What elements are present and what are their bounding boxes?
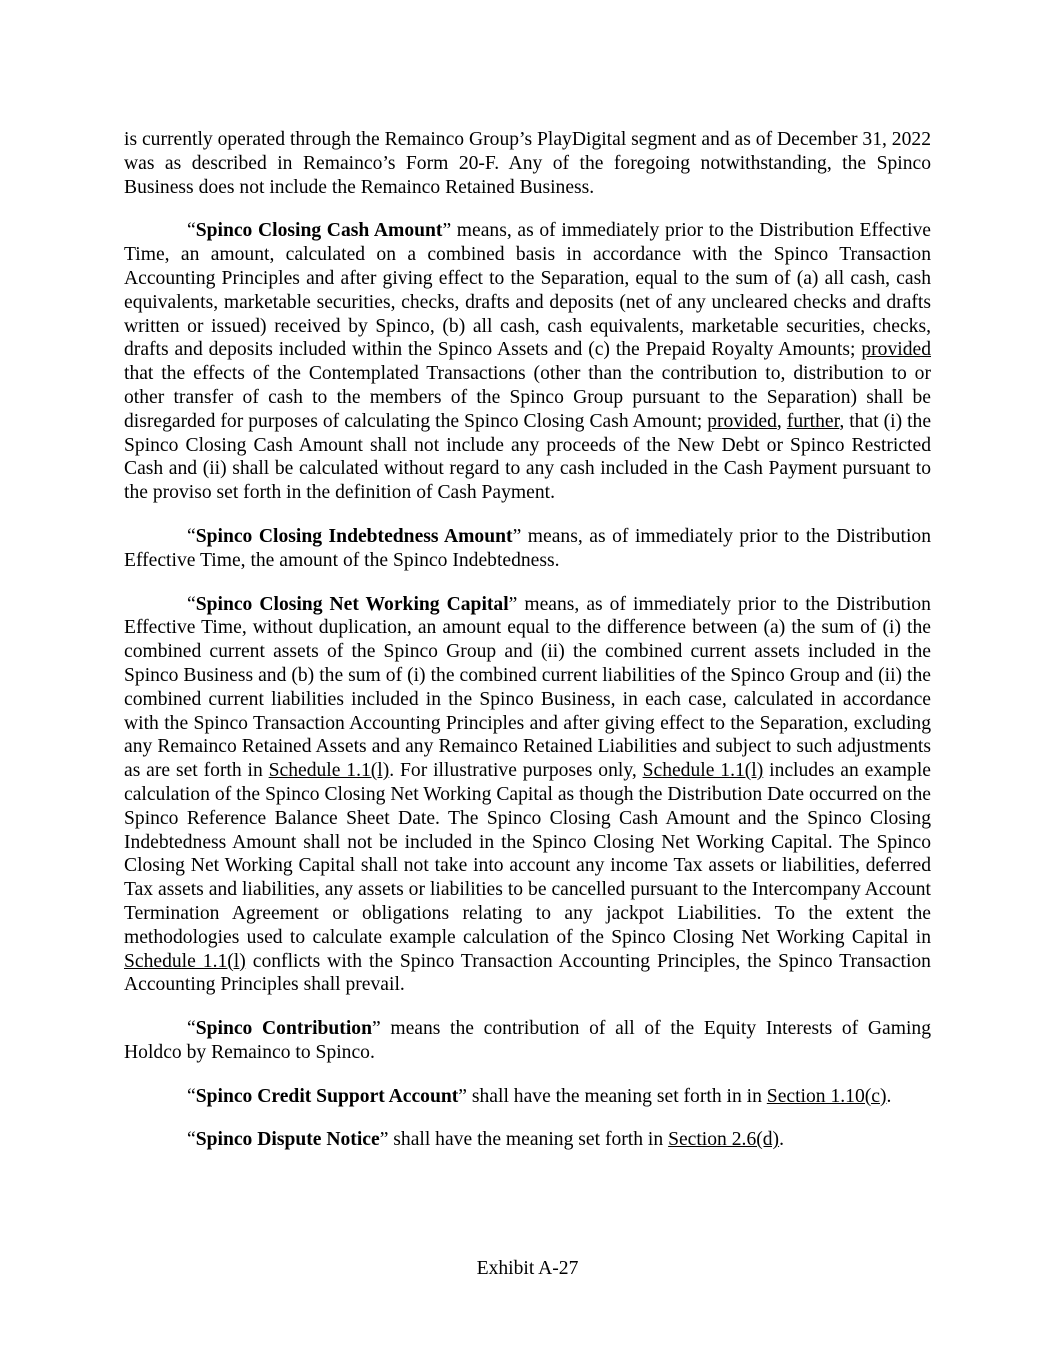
defined-term: Spinco Contribution — [195, 1018, 372, 1040]
definition-text: , — [776, 410, 787, 432]
definition-text: ” means, as of immediately prior to the Distribution Effective Time, the amount of the Spinco Indebtedness. — [124, 525, 931, 571]
definition-text: ” means the contribution of all of the Equity Interests of Gaming Holdco by Remainco to Spinco. — [124, 1018, 931, 1063]
definition-spinco-closing-indebtedness-amount — [124, 525, 931, 573]
definition-text: includes an example calculation of the Spinco Closing Net Working Capital as though the Distribution Date occurred on the Spinco Reference Balance Sheet Date. The Spinco Closing Cash Amount and the Spinco Closing Indebtedness Amount shall not be included in the Spinco Closing Net Working Capital. The Spinco Closing Net Working Capital shall not take into account any income Tax assets or liabilities, deferred Tax assets and liabilities, any assets or liabilities to be cancelled pursuant to the Intercompany Account Termination Agreement or obligations relating to any jackpot Liabilities. To the extent the methodologies used to calculate example calculation of the Spinco Closing Net Working Capital in — [124, 760, 931, 948]
definition-text: ” shall have the meaning set forth in in — [458, 1085, 767, 1107]
section-reference: Section 2.6(d) — [668, 1129, 780, 1151]
open-quote: “ — [187, 1018, 196, 1040]
open-quote: “ — [187, 525, 196, 547]
definition-spinco-dispute-notice — [124, 1128, 931, 1152]
definition-text: . For illustrative purposes only, — [389, 760, 643, 782]
paragraph-text: is currently operated through the Remainco Group’s PlayDigital segment and as of December 31, 2022 was as described in Remainco’s Form 20-F. Any of the foregoing notwithstanding, the Spinco Business does not include the Remainco Retained Business. — [124, 129, 931, 198]
page-footer: Exhibit A-27 — [476, 1258, 579, 1279]
open-quote: “ — [187, 593, 196, 615]
open-quote: “ — [187, 1085, 196, 1107]
definition-text: . — [779, 1129, 784, 1151]
schedule-reference: Schedule 1.1(l) — [642, 760, 764, 782]
schedule-reference: Schedule 1.1(l) — [268, 760, 390, 782]
defined-term: Spinco Dispute Notice — [195, 1129, 380, 1151]
defined-term: Spinco Closing Indebtedness Amount — [195, 525, 513, 547]
definition-text: ” means, as of immediately prior to the Distribution Effective Time, without duplication, an amount equal to the difference between (a) the sum of (i) the combined current assets of the Spinco Group and (ii) the combined current assets included in the Spinco Business and (b) the sum of (i) the combined current liabilities of the Spinco Group and (ii) the combined current liabilities included in the Spinco Business, in each case, calculated in accordance with the Spinco Transaction Accounting Principles and after giving effect to the Separation, excluding any Remainco Retained Assets and any Remainco Retained Liabilities and subject to such adjustments as are set forth in — [124, 593, 931, 782]
definition-text: that the effects of the Contemplated Transactions (other than the contribution to, distribution to or other transfer of cash to the members of the Spinco Group pursuant to the Separation) shall be disregarded for purposes of calculating the Spinco Closing Cash Amount; — [124, 363, 931, 432]
open-quote: “ — [187, 220, 196, 242]
defined-term: Spinco Closing Net Working Capital — [195, 593, 509, 615]
section-reference: Section 1.10(c) — [766, 1085, 887, 1107]
underlined-word: provided — [861, 339, 931, 361]
definition-spinco-closing-cash-amount — [124, 219, 931, 505]
document-page — [124, 128, 931, 1172]
paragraph-continuation — [124, 128, 931, 199]
definition-spinco-credit-support-account — [124, 1085, 931, 1109]
defined-term: Spinco Closing Cash Amount — [195, 220, 443, 242]
underlined-word: provided — [707, 410, 777, 432]
definition-spinco-closing-net-working-capital — [124, 593, 931, 998]
schedule-reference: Schedule 1.1(l) — [124, 950, 246, 972]
definition-text: , that (i) the Spinco Closing Cash Amount shall not include any proceeds of the New Debt or Spinco Restricted Cash and (ii) shall be calculated without regard to any cash included in the Cash Payment pursuant to the proviso set forth in the definition of Cash Payment. — [124, 410, 932, 504]
definition-text: ” shall have the meaning set forth in — [379, 1129, 669, 1151]
definition-text: conflicts with the Spinco Transaction Accounting Principles, the Spinco Transaction Accounting Principles shall prevail. — [124, 950, 931, 996]
underlined-word: further — [786, 410, 840, 432]
defined-term: Spinco Credit Support Account — [195, 1085, 459, 1107]
definition-text: ” means, as of immediately prior to the Distribution Effective Time, an amount, calculated on a combined basis in accordance with the Spinco Transaction Accounting Principles and after giving effect to the Separation, equal to the sum of (a) all cash, cash equivalents, marketable securities, checks, drafts and deposits (net of any uncleared checks and drafts written or issued) received by Spinco, (b) all cash, cash equivalents, marketable securities, checks, drafts and deposits included within the Spinco Assets and (c) the Prepaid Royalty Amounts; — [124, 220, 932, 361]
open-quote: “ — [187, 1129, 196, 1151]
definition-spinco-contribution — [124, 1017, 931, 1065]
definition-text: . — [886, 1085, 892, 1107]
